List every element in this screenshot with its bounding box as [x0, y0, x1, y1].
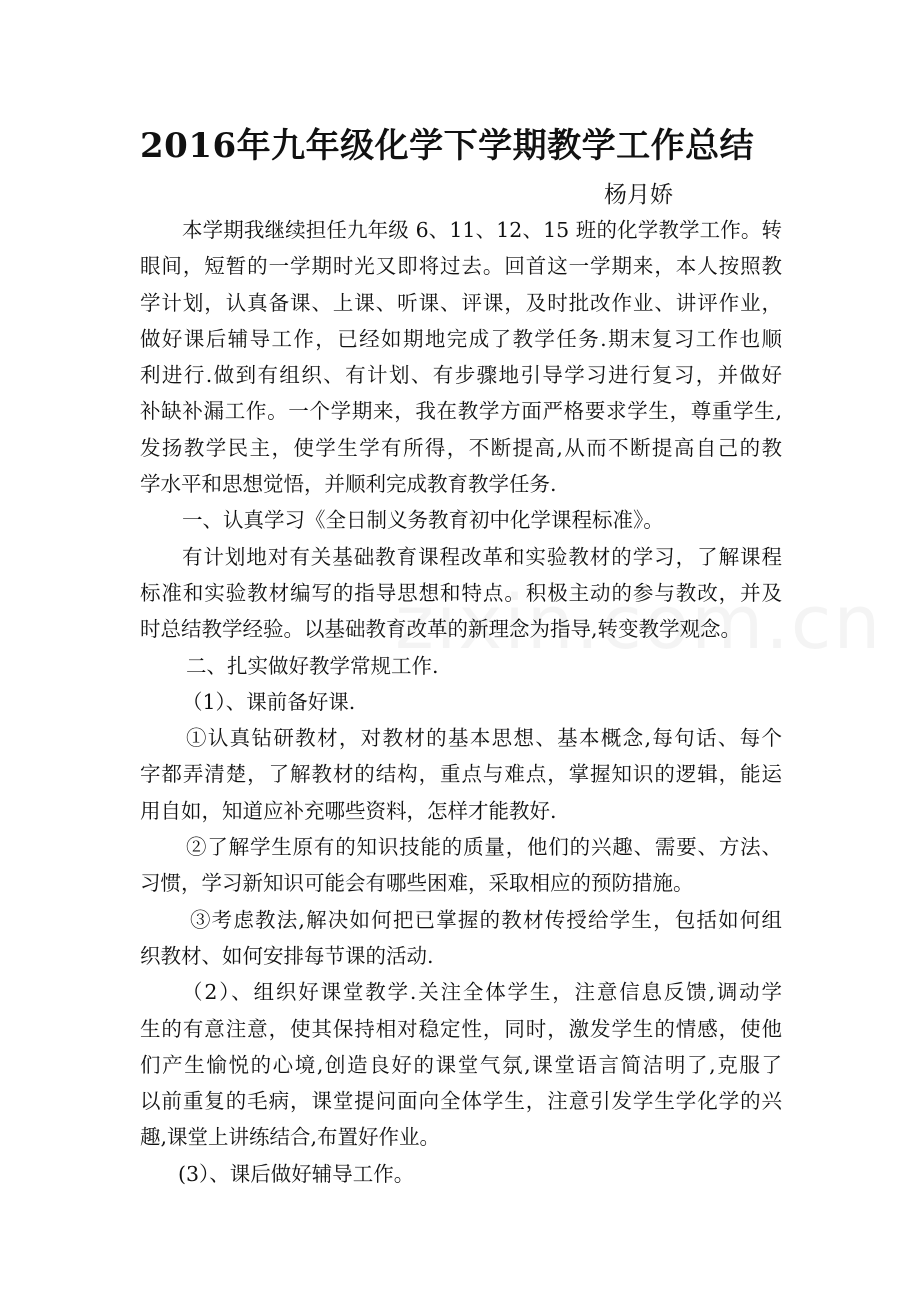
document-title: 2016年九年级化学下学期教学工作总结: [140, 126, 755, 166]
text-line: 以前重复的毛病，课堂提问面向全体学生，注意引发学生学化学的兴: [140, 1089, 782, 1114]
text-line: 趣,课堂上讲练结合,布置好作业。: [140, 1125, 441, 1150]
subsection-heading: (3）、课后做好辅导工作。: [178, 1161, 415, 1186]
subsection-heading: （1）、课前备好课.: [182, 689, 356, 714]
text-line: 本学期我继续担任九年级 6、11、12、15 班的化学教学工作。转: [182, 218, 782, 242]
text-line: 习惯，学习新知识可能会有哪些困难，采取相应的预防措施。: [140, 871, 694, 896]
text-line: 用自如，知道应补充哪些资料，怎样才能教好.: [140, 798, 557, 823]
text-line: 做好课后辅导工作，已经如期地完成了教学任务.期末复习工作也顺: [140, 326, 782, 351]
section-heading: 一、认真学习《全日制义务教育初中化学课程标准》。: [182, 508, 664, 533]
text-line: ①认真钻研教材，对教材的基本思想、基本概念,每句话、每个: [186, 726, 782, 751]
text-line: 字都弄清楚，了解教材的结构，重点与难点，掌握知识的逻辑，能运: [140, 762, 782, 787]
text-line: 生的有意注意，使其保持相对稳定性，同时，激发学生的情感，使他: [140, 1016, 782, 1041]
section-heading: 二、扎实做好教学常规工作.: [186, 653, 439, 678]
document-body: [140, 212, 782, 1192]
text-line: 眼间，短暂的一学期时光又即将过去。回首这一学期来，本人按照教: [140, 254, 782, 279]
text-line: 发扬教学民主，使学生学有所得，不断提高,从而不断提高自己的教: [140, 435, 782, 460]
text-line: 学计划，认真备课、上课、听课、评课，及时批改作业、讲评作业，: [140, 290, 782, 315]
text-line: 们产生愉悦的心境,创造良好的课堂气氛,课堂语言简洁明了,克服了: [140, 1052, 782, 1077]
text-line: 标准和实验教材编写的指导思想和特点。积极主动的参与教改，并及: [140, 580, 782, 605]
text-line: ②了解学生原有的知识技能的质量，他们的兴趣、需要、方法、: [186, 835, 782, 860]
text-line: 有计划地对有关基础教育课程改革和实验教材的学习，了解课程: [182, 544, 782, 569]
text-line: 织教材、如何安排每节课的活动.: [140, 943, 434, 968]
text-line: 补缺补漏工作。一个学期来，我在教学方面严格要求学生，尊重学生,: [140, 399, 782, 424]
text-line: 学水平和思想觉悟，并顺利完成教育教学任务.: [140, 472, 557, 497]
author-name: 杨月娇: [604, 182, 673, 208]
text-line: 时总结教学经验。以基础教育改革的新理念为指导,转变教学观念。: [140, 617, 742, 642]
text-line: 利进行.做到有组织、有计划、有步骤地引导学习进行复习，并做好: [140, 363, 782, 388]
text-line: （2）、组织好课堂教学.关注全体学生，注意信息反馈,调动学: [182, 980, 782, 1005]
text-line: ③考虑教法,解决如何把已掌握的教材传授给学生，包括如何组: [190, 907, 782, 932]
